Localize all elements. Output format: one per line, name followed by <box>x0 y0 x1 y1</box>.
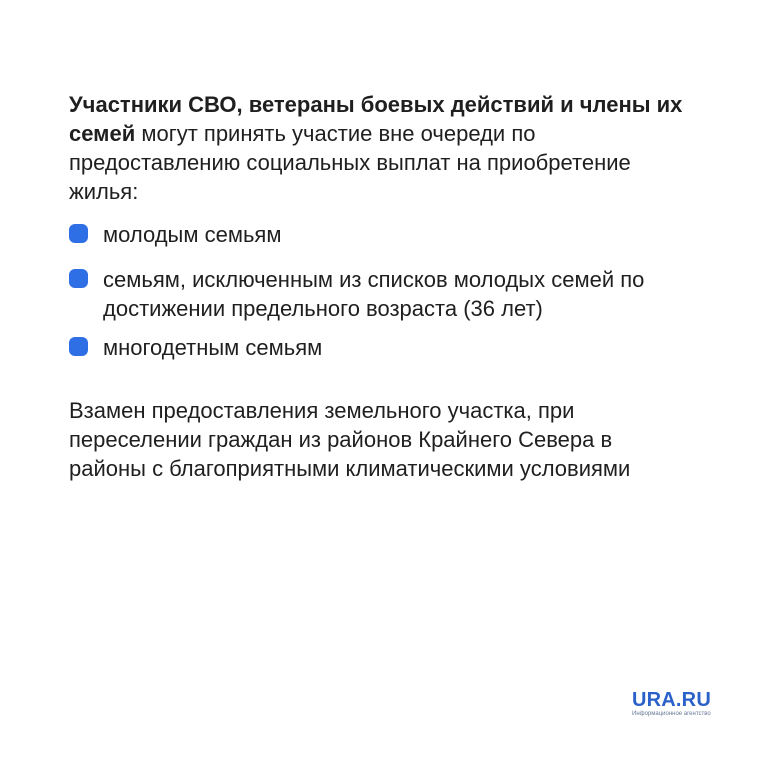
list-item <box>69 265 689 323</box>
logo-subtitle: Информационное агентство <box>632 711 711 717</box>
list-item-text: семьям, исключенным из списков молодых семей по достижении предельного возраста (36 лет) <box>103 267 645 321</box>
outro-paragraph: Взамен предоставления земельного участка, при переселении граждан из районов Крайнего Севера в районы с благоприятными климатическими условиями <box>69 398 631 481</box>
blue-bullet-icon <box>69 269 88 288</box>
logo-name: URA.RU <box>632 689 711 711</box>
benefit-list <box>69 220 689 362</box>
content-card <box>69 90 689 483</box>
blue-bullet-icon <box>69 224 88 243</box>
list-item-text: молодым семьям <box>103 222 282 247</box>
blue-bullet-icon <box>69 337 88 356</box>
list-item <box>69 220 689 249</box>
intro-paragraph <box>69 90 689 206</box>
ura-ru-logo <box>632 690 722 718</box>
list-item-text: многодетным семьям <box>103 335 323 360</box>
list-item <box>69 333 689 362</box>
intro-regular-text: могут принять участие вне очереди по предоставлению социальных выплат на приобретение жилья: <box>69 121 631 204</box>
intro-bold-text: Участники СВО, ветераны боевых действий и члены их семей <box>69 92 683 146</box>
